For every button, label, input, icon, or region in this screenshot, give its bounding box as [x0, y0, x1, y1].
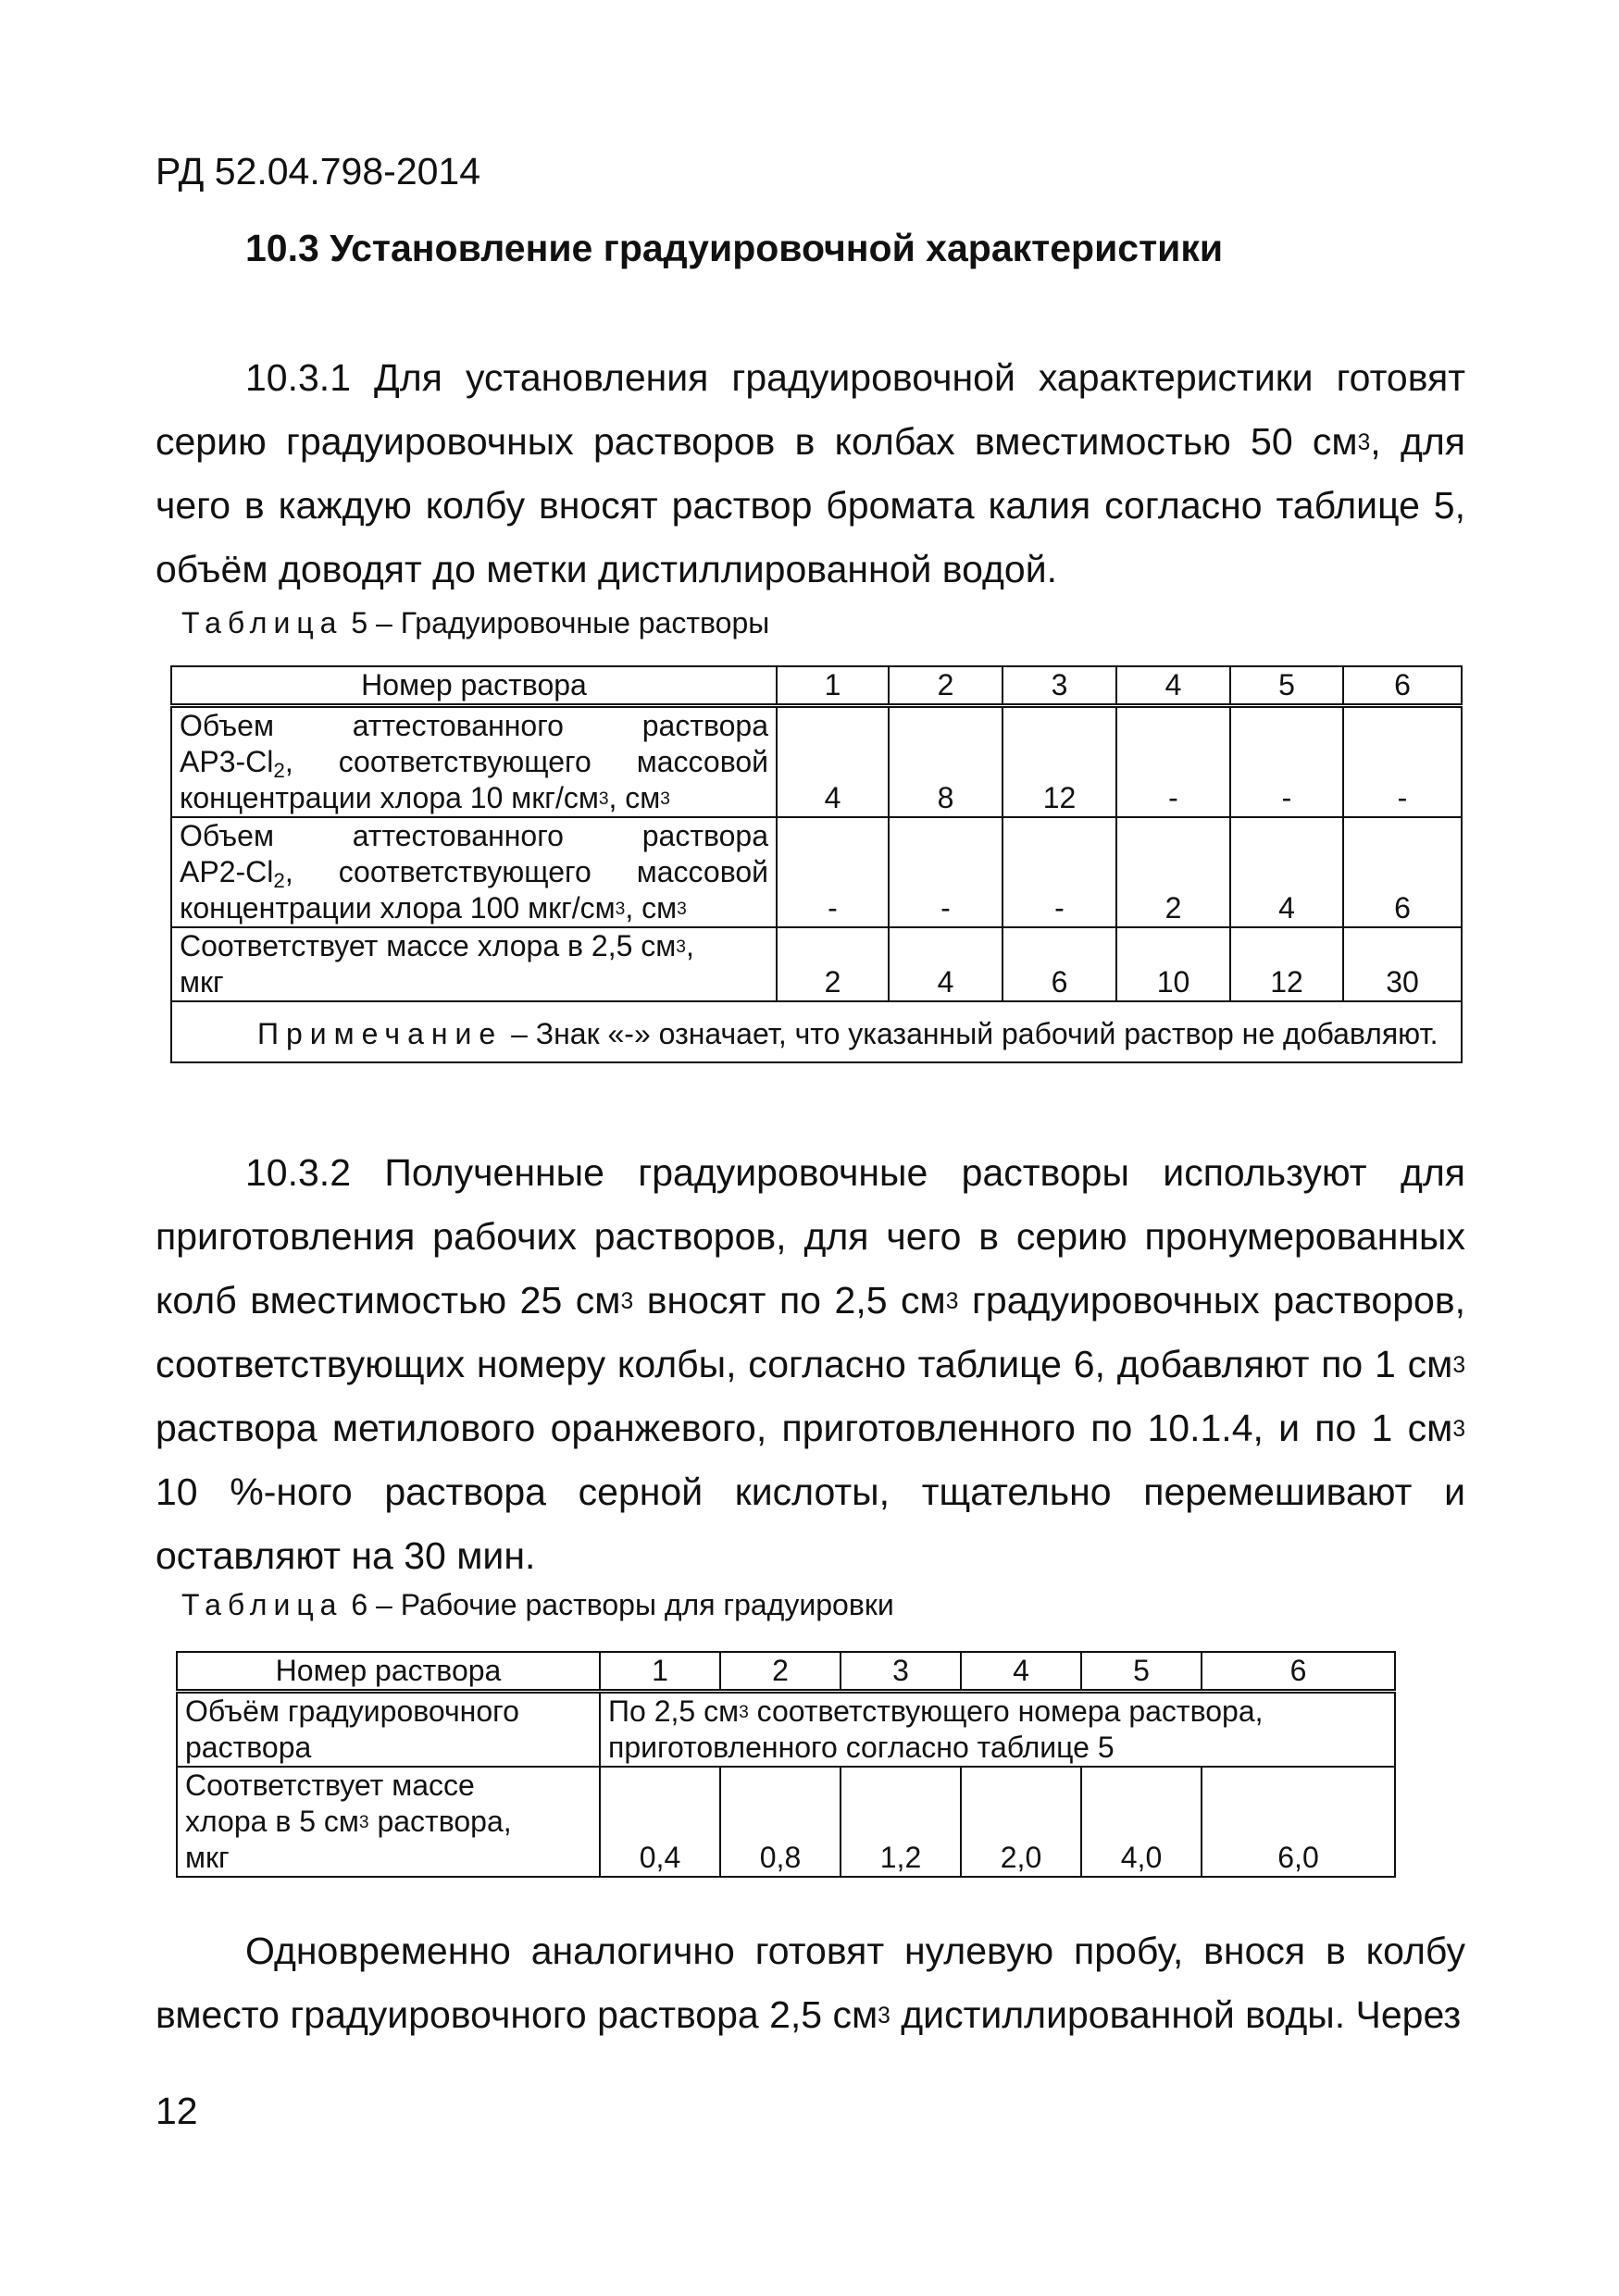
table5-caption: Таблица 5 – Градуировочные растворы: [181, 606, 770, 639]
table5-number: 5: [1230, 666, 1343, 706]
table5-cell: -: [1343, 706, 1462, 818]
table5-cell: 6: [1003, 927, 1116, 1001]
table5-number: 2: [889, 666, 1003, 706]
table5-note-row: [171, 1001, 1462, 1062]
table5-header-label: Номер раствора: [171, 666, 777, 706]
table6-row: [177, 1692, 1395, 1768]
table6-number: 3: [841, 1652, 961, 1692]
table6-cell: 4,0: [1081, 1767, 1202, 1877]
table6-number: 1: [600, 1652, 720, 1692]
table5: [170, 665, 1463, 1063]
table6-row-label: Объём градуировочного раствора: [177, 1692, 600, 1768]
table5-cell: -: [1003, 817, 1116, 927]
table5-cell: 8: [889, 706, 1003, 818]
table5-header-row: [171, 666, 1462, 706]
table5-cell: 4: [777, 706, 889, 818]
table5-number: 3: [1003, 666, 1116, 706]
paragraph-zero-sample: Одновременно аналогично готовят нулевую пробу, внося в колбу вместо градуировочного раствора 2,5 $см^3$ дистиллированной воды. Через: [156, 1930, 1465, 2036]
table5-cell: 6: [1343, 817, 1462, 927]
table5-row-label: Объем аттестованного раствора $АР2-Cl_2$, соответствующего массовой концентрации хлора 100 мкг/$см^3$, $см^3$: [171, 817, 777, 927]
table5-cell: 2: [777, 927, 889, 1001]
table5-cell: 30: [1343, 927, 1462, 1001]
table6-header-label: Номер раствора: [177, 1652, 600, 1692]
table6-cell: 2,0: [961, 1767, 1081, 1877]
table6-number: 6: [1202, 1652, 1395, 1692]
table6-caption: Таблица 6 – Рабочие растворы для градуировки: [181, 1588, 894, 1621]
table5-number: 1: [777, 666, 889, 706]
paragraph-10-3-1: 10.3.1 Для установления градуировочной характеристики готовят серию градуировочных растворов в колбах вместимостью 50 $см^3$, для чего в каждую колбу вносят раствор бромата калия согласно таблице 5, объём доводят до метки дистиллированной водой.: [156, 356, 1465, 590]
table6-cell: 6,0: [1202, 1767, 1395, 1877]
table5-cell: -: [1116, 706, 1230, 818]
table5-row-label: Объем аттестованного раствора $АР3-Cl_2$, соответствующего массовой концентрации хлора 10 мкг/$см^3$, $см^3$: [171, 706, 777, 818]
table5-cell: 12: [1230, 927, 1343, 1001]
table5-cell: 10: [1116, 927, 1230, 1001]
table6-number: 4: [961, 1652, 1081, 1692]
table6-header-row: [177, 1652, 1395, 1692]
table5-cell: -: [889, 817, 1003, 927]
page-number: 12: [156, 2090, 198, 2132]
section-title: 10.3 Установление градуировочной характеристики: [245, 227, 1224, 269]
table5-row: [171, 927, 1462, 1001]
table6-merged-cell: По 2,5 $см^3$ соответствующего номера раствора, приготовленного согласно таблице 5: [600, 1692, 1395, 1768]
document-code: РД 52.04.798-2014: [156, 150, 481, 192]
table5-row: [171, 817, 1462, 927]
table6-number: 5: [1081, 1652, 1202, 1692]
table5-number: 4: [1116, 666, 1230, 706]
table5-note: Примечание – Знак «-» означает, что указанный рабочий раствор не добавляют.: [171, 1001, 1462, 1062]
table5-cell: 4: [889, 927, 1003, 1001]
table6-cell: 0,4: [600, 1767, 720, 1877]
table6-row-label: Соответствует массе хлора в 5 $см^3$ раствора, мкг: [177, 1767, 600, 1877]
table6: [176, 1651, 1396, 1878]
table6-number: 2: [720, 1652, 841, 1692]
table6-cell: 1,2: [841, 1767, 961, 1877]
table5-cell: 2: [1116, 817, 1230, 927]
table5-cell: -: [777, 817, 889, 927]
table5-number: 6: [1343, 666, 1462, 706]
table6-row: [177, 1767, 1395, 1877]
table6-cell: 0,8: [720, 1767, 841, 1877]
table5-cell: -: [1230, 706, 1343, 818]
table5-cell: 12: [1003, 706, 1116, 818]
paragraph-10-3-2: 10.3.2 Полученные градуировочные растворы используют для приготовления рабочих растворов, для чего в серию пронумерованных колб вместимостью 25 $см^3$ вносят по 2,5 $см^3$ градуировочных растворов, соответствующих номеру колбы, согласно таблице 6, добавляют по 1 $см^3$ раствора метилового оранжевого, приготовленного по 10.1.4, и по 1 $см^3$ 10 %-ного раствора серной кислоты, тщательно перемешивают и оставляют на 30 мин.: [156, 1151, 1465, 1577]
table5-row-label: Соответствует массе хлора в 2,5 $см^3$, мкг: [171, 927, 777, 1001]
table5-row: [171, 706, 1462, 818]
table5-cell: 4: [1230, 817, 1343, 927]
